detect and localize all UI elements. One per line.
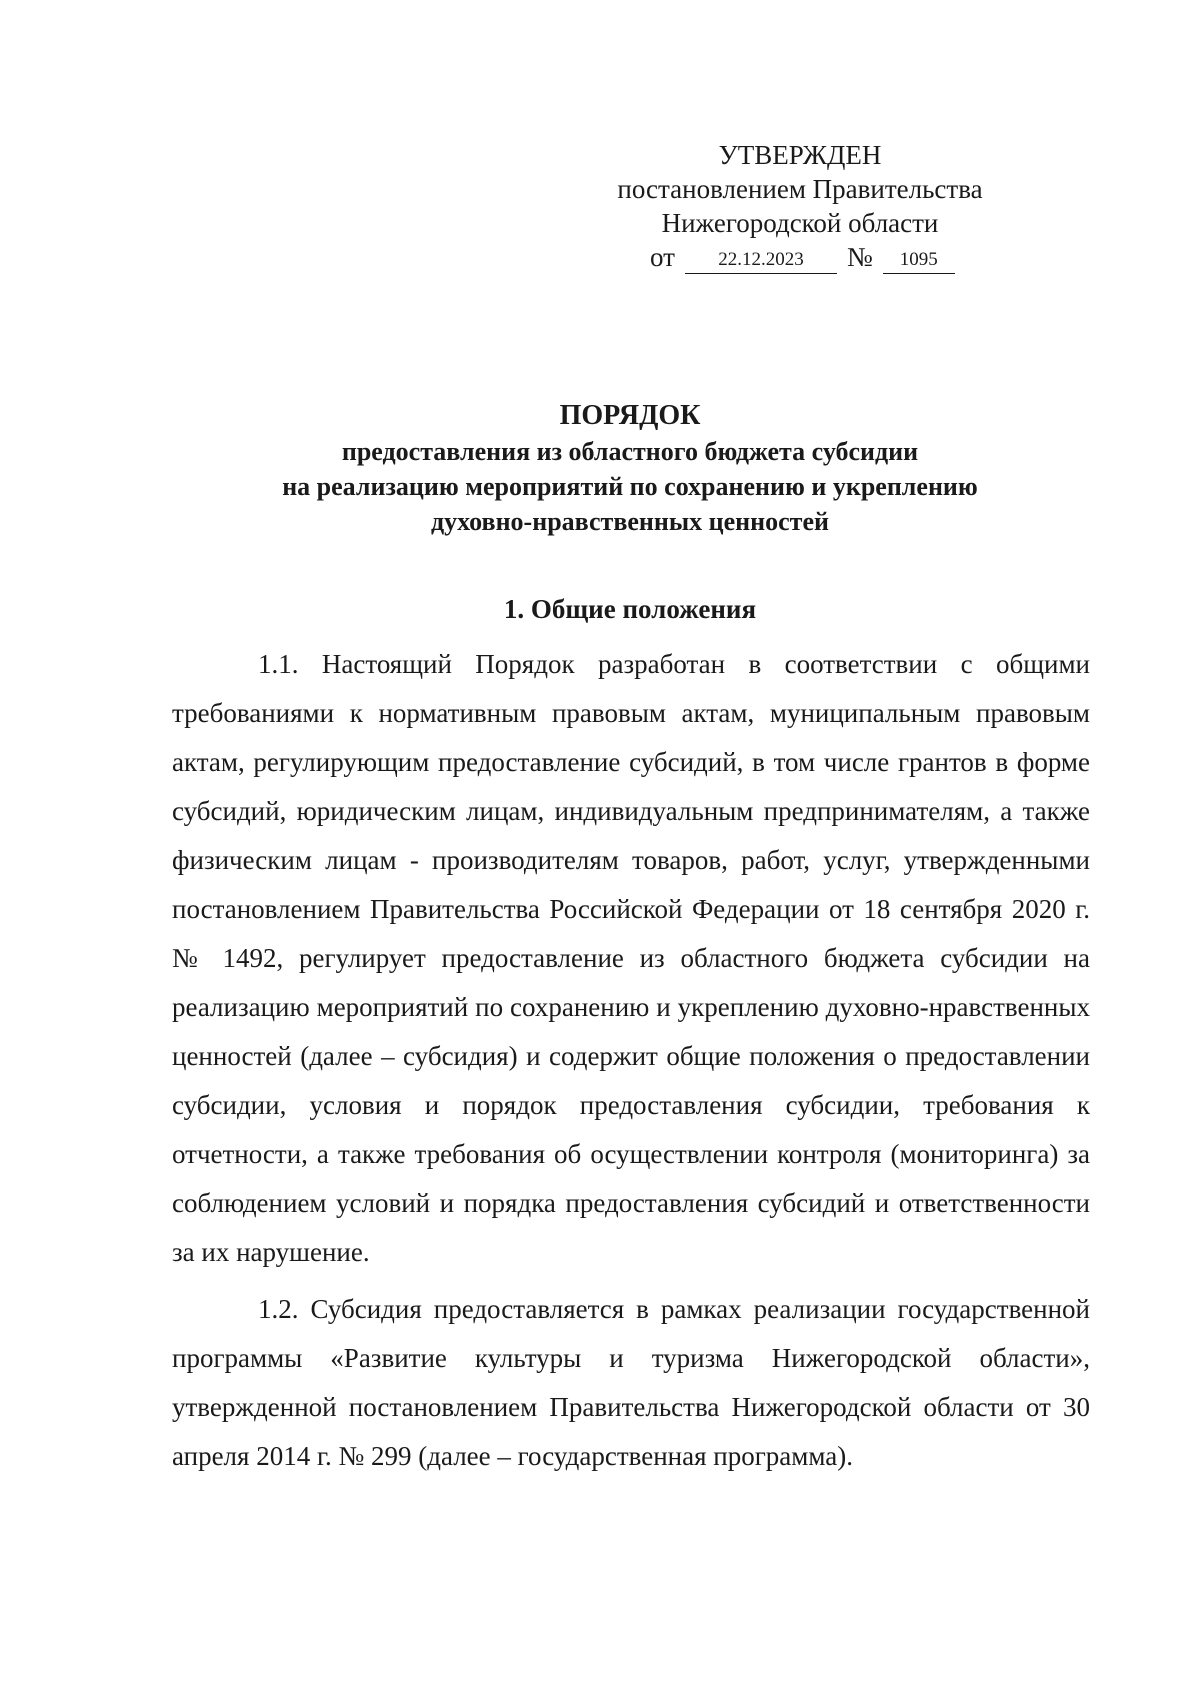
number-label: № <box>846 242 873 272</box>
section-heading: 1. Общие положения <box>503 594 757 624</box>
document-title-block <box>170 398 1090 539</box>
approved-by-line-1: постановлением Правительства <box>617 174 983 204</box>
approved-label: УТВЕРЖДЕН <box>718 140 882 170</box>
paragraph-1-1: 1.1. Настоящий Порядок разработан в соответствии с общими требованиями к нормативным правовым актам, муниципальным правовым актам, регулирующим предоставление субсидий, в том числе грантов в форме субсидий, юридическим лицам, индивидуальным предпринимателям, а также физическим лицам - производителям товаров, работ, услуг, утвержденными постановлением Правительства Российской Федерации от 18 сентября 2020 г. № 1492, регулирует предоставление из областного бюджета субсидии на реализацию мероприятий по сохранению и укреплению духовно-нравственных ценностей (далее – субсидия) и содержит общие положения о предоставлении субсидии, условия и порядок предоставления субсидии, требования к отчетности, а также требования об осуществлении контроля (мониторинга) за соблюдением условий и порядка предоставления субсидий и ответственности за их нарушение. <box>172 649 1090 1267</box>
approval-date-number-row <box>610 240 990 274</box>
section-body <box>172 640 1090 1481</box>
paragraph-1-2: 1.2. Субсидия предоставляется в рамках реализации государственной программы «Развитие культуры и туризма Нижегородской области», утвержденной постановлением Правительства Нижегородской области от 30 апреля 2014 г. № 299 (далее – государственная программа). <box>172 1294 1090 1471</box>
document-subtitle-line-2: на реализацию мероприятий по сохранению и укреплению <box>282 472 978 501</box>
approval-number: 1095 <box>883 247 955 274</box>
approval-date: 22.12.2023 <box>685 247 837 274</box>
document-subtitle-line-1: предоставления из областного бюджета субсидии <box>341 437 919 466</box>
from-label: от <box>650 242 675 272</box>
approval-stamp <box>610 138 990 274</box>
document-title: ПОРЯДОК <box>559 400 701 431</box>
approved-by-line-2: Нижегородской области <box>661 208 939 238</box>
document-subtitle-line-3: духовно-нравственных ценностей <box>431 507 829 536</box>
